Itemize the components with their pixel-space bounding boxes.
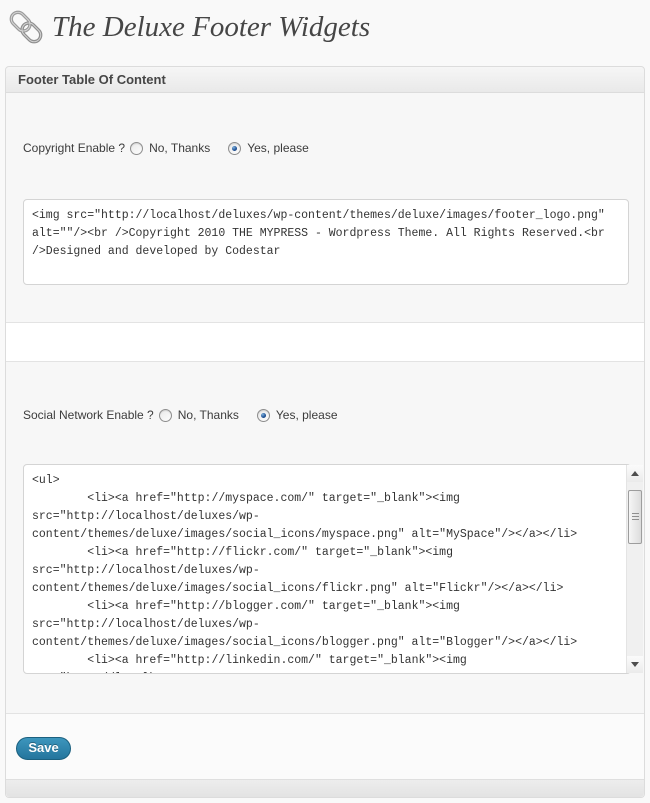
copyright-option-yes[interactable] (228, 141, 309, 155)
social-option-no-label[interactable]: No, Thanks (177, 408, 239, 422)
social-network-section (6, 362, 644, 713)
social-option-no[interactable] (159, 408, 239, 422)
panel-footer-bar (6, 779, 644, 797)
copyright-enable-label: Copyright Enable ? (23, 141, 126, 155)
chain-link-icon (7, 5, 45, 54)
radio-unchecked-icon[interactable] (159, 409, 172, 422)
scrollbar-grip-icon (632, 513, 639, 521)
scrollbar-track[interactable] (627, 482, 643, 656)
scrollbar-thumb[interactable] (628, 490, 642, 544)
social-option-yes[interactable] (257, 408, 338, 422)
copyright-section (6, 93, 644, 322)
empty-row (6, 322, 644, 362)
scroll-up-button[interactable] (627, 465, 643, 482)
radio-checked-icon[interactable] (257, 409, 270, 422)
page-header (0, 0, 650, 66)
copyright-option-yes-label[interactable]: Yes, please (247, 141, 309, 155)
social-enable-row (23, 407, 644, 423)
social-option-yes-label[interactable]: Yes, please (275, 408, 338, 422)
copyright-textarea[interactable] (23, 199, 629, 285)
scroll-down-arrow-icon (631, 662, 639, 667)
copyright-enable-row (23, 140, 644, 156)
save-row (6, 713, 644, 779)
radio-unchecked-icon[interactable] (130, 142, 143, 155)
panel-title: Footer Table Of Content (6, 67, 644, 93)
save-button[interactable]: Save (16, 737, 71, 760)
footer-widgets-panel (5, 66, 645, 798)
radio-checked-icon[interactable] (228, 142, 241, 155)
scroll-up-arrow-icon (631, 471, 639, 476)
textarea-scrollbar[interactable] (626, 465, 643, 673)
social-textarea-wrap (23, 464, 644, 674)
social-textarea[interactable] (23, 464, 631, 674)
social-enable-label: Social Network Enable ? (23, 408, 154, 422)
copyright-option-no[interactable] (130, 141, 210, 155)
scroll-down-button[interactable] (627, 656, 643, 673)
copyright-textarea-wrap (23, 199, 644, 285)
copyright-option-no-label[interactable]: No, Thanks (149, 141, 211, 155)
page-title: The Deluxe Footer Widgets (52, 11, 371, 43)
